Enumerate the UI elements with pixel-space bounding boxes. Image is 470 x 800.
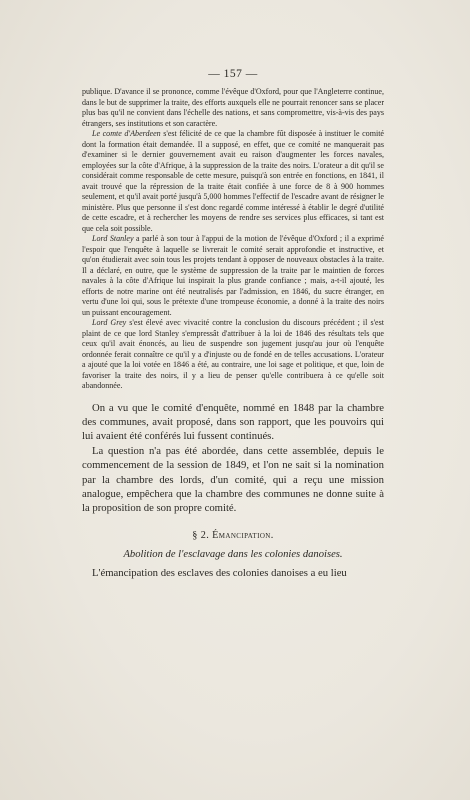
speech-paragraph-2	[82, 129, 384, 234]
speech-paragraph-4	[82, 318, 384, 392]
section-title: Émancipation.	[212, 529, 274, 541]
speech-text: s'est élevé avec vivacité contre la conclusion du discours précédent ; il s'est plaint de ce que lord Stanley s'empressât d'attribuer à la loi de 1846 des résultats tels que ceux qu'il avait énoncés, au lieu de suspendre son jugement jusqu'au jour où l'enquête ordonnée ferait connaître ce qu'il y a d'injuste ou de fondé en de telles accusations. L'orateur a ajouté que la loi votée en 1846 a été, au contraire, une loi sage et politique, et que, loin de favoriser la traite des noirs, il y a lieu de penser qu'elle contribuera à ce qu'elle soit abandonnée.	[82, 318, 384, 390]
page-number: — 157 —	[208, 68, 258, 80]
final-paragraph-start: L'émancipation des esclaves des colonies danoises a eu lieu	[92, 566, 347, 579]
speaker-name: Le comte d'Aberdeen	[92, 129, 161, 138]
body-text-block	[82, 401, 384, 516]
body-paragraph-2: La question n'a pas été abordée, dans cette assemblée, depuis le commencement de la session de 1849, et l'on ne sait si la nomination par la chambre des lords, d'un comité, qui a reçu une mission analogue, empêchera que la chambre des communes ne donne suite à la proposition de son propre comité.	[82, 444, 384, 515]
body-paragraph-1: On a vu que le comité d'enquête, nommé en 1848 par la chambre des communes, avait proposé, dans son rapport, que les pouvoirs qui lui avaient été conférés lui fussent continués.	[82, 401, 384, 443]
speaker-name: Lord Grey	[92, 318, 127, 327]
subsection-heading: Abolition de l'esclavage dans les colonies danoises.	[123, 548, 343, 560]
speech-paragraph-3	[82, 234, 384, 318]
speech-summary-block	[82, 87, 384, 392]
speech-text: a parlé à son tour à l'appui de la motion de l'évêque d'Oxford ; il a exprimé l'espoir que l'enquête à laquelle se livrerait le comité serait approfondie et instructive, et qu'on étudierait avec soin tous les projets tendant à opposer de nouveaux obstacles à la traite. Il a déclaré, en outre, que le système de suppression de la traite par le maintien de forces navales à la côte d'Afrique lui inspirait la plus grande confiance ; mais, a-t-il ajouté, les efforts de notre marine ont été neutralisés par l'admission, en 1846, du sucre étranger, en vertu d'une loi qui, sous le prétexte d'une trompeuse économie, a donné à la traite des noirs un puissant encouragement.	[82, 234, 384, 317]
page-content	[82, 68, 384, 580]
speaker-name: Lord Stanley	[92, 234, 134, 243]
speech-text: s'est félicité de ce que la chambre fût disposée à instituer le comité dont la formation était demandée. Il a supposé, en effet, que ce comité ne manquerait pas d'examiner si le dernier gouvernement avait eu raison d'augmenter les forces navales, employées sur la côte d'Afrique, à la suppression de la traite des noirs. L'orateur a dit qu'il se considérait comme responsable de cette mesure, puisqu'à son entrée en fonctions, en 1841, il avait trouvé que la répression de la traite était confiée à une force de 8 à 900 hommes seulement, et qu'il avait porté jusqu'à 5,000 hommes l'effectif de l'escadre avant de résigner le ministère. Plus que personne il s'est donc regardé comme intéressé à établir le degré d'utilité de cette escadre, et à rechercher les moyens de rendre ses services plus efficaces, si tant est que cela soit possible.	[82, 129, 384, 233]
section-number: § 2.	[192, 529, 210, 541]
section-heading	[82, 530, 384, 541]
speech-paragraph-1: publique. D'avance il se prononce, comme l'évêque d'Oxford, pour que l'Angleterre continue, dans le but de supprimer la traite, des efforts auxquels elle ne pourrait renoncer sans se placer plus bas qu'il ne convient dans l'échelle des nations, et sans compromettre, vis-à-vis des pays étrangers, ses institutions et son caractère.	[82, 87, 384, 128]
